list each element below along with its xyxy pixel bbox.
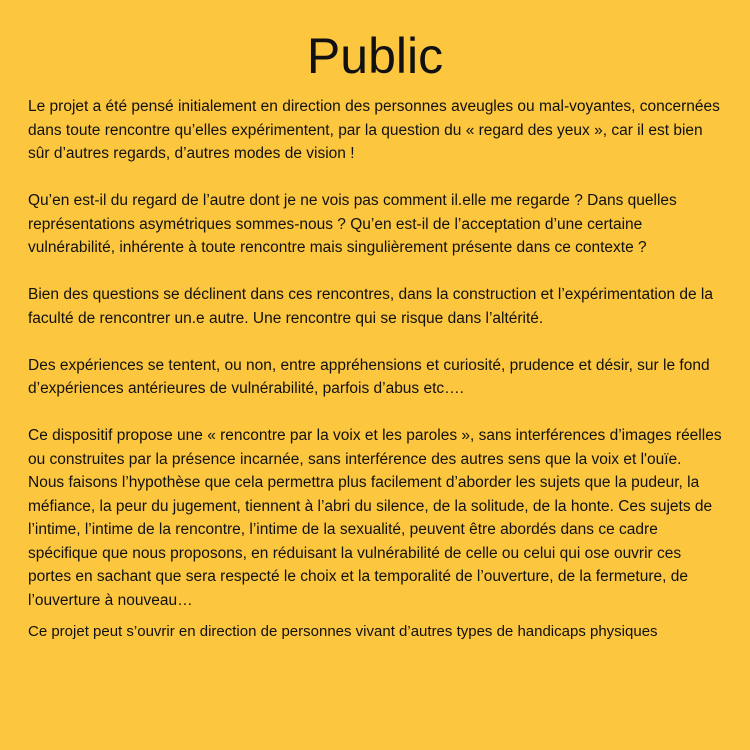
paragraph-ouverture: Ce projet peut s’ouvrir en direction de personnes vivant d’autres types de handicaps physiques — [28, 623, 658, 640]
paragraph-dispositif: Ce dispositif propose une « rencontre par la voix et les paroles », sans interférences d’images réelles ou construites par la présence incarnée, sans interférence des autres sens que la voix et l'ouïe. — [28, 427, 722, 468]
paragraph-questions: Bien des questions se déclinent dans ces rencontres, dans la construction et l’expérimentation de la faculté de rencontrer un.e autre. Une rencontre qui se risque dans l’altérité. — [28, 286, 713, 327]
paragraph-hypothese: Nous faisons l’hypothèse que cela permettra plus facilement d’aborder les sujets que la pudeur, la méfiance, la peur du jugement, tiennent à l’abri du silence, de la solitude, de la honte. Ces sujets de l’intime, l’intime de la rencontre, l’intime de la sexualité, peuvent être abordés dans ce cadre spécifique que nous proposons, en réduisant la vulnérabilité de celle ou celui qui ose ouvrir ces portes en sachant que sera respecté le choix et la temporalité de l’ouverture, de la fermeture, de l’ouverture à nouveau… — [28, 474, 713, 609]
paragraph-experiences: Des expériences se tentent, ou non, entre appréhensions et curiosité, prudence et désir, sur le fond d’expériences antérieures de vulnérabilité, parfois d’abus etc…. — [28, 356, 710, 397]
paragraph-intro: Le projet a été pensé initialement en direction des personnes aveugles ou mal-voyantes, concernées dans toute rencontre qu’elles expérimentent, par la question du « regard des yeux », car il est bien sûr d’autres regards, d’autres modes de vision ! — [28, 98, 720, 162]
body-text — [28, 95, 728, 667]
page-title: Public — [306, 28, 444, 84]
paragraph-regard: Qu’en est-il du regard de l’autre dont je ne vois pas comment il.elle me regarde ? Dans quelles représentations asymétriques sommes-nous ? Qu’en est-il de l’acceptation d’une certaine vulnérabilité, inhérente à toute rencontre mais singulièrement présente dans ce contexte ? — [28, 192, 677, 256]
